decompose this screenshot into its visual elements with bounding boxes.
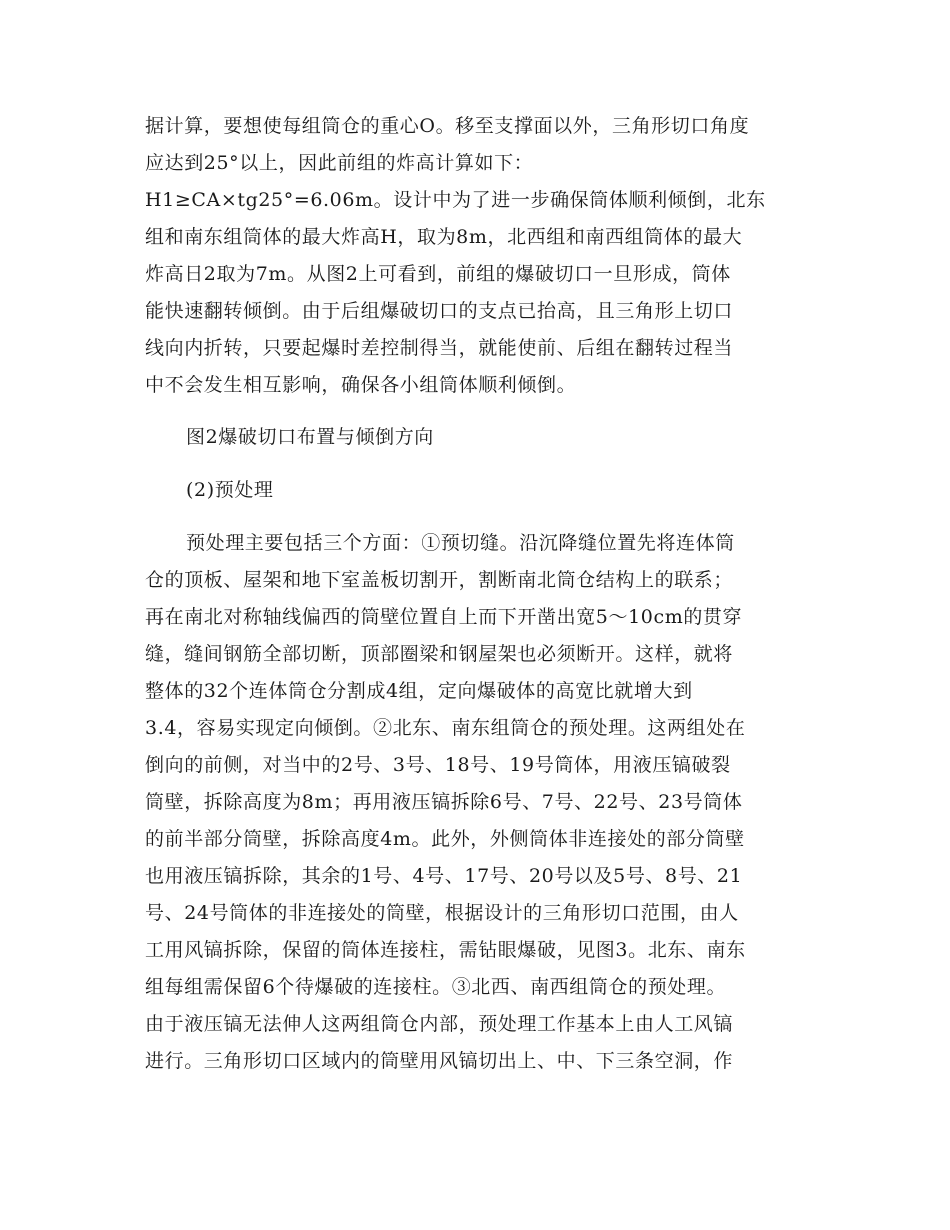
body-text-line: 组和南东组筒体的最大炸高H，取为8m，北西组和南西组筒体的最大 — [145, 226, 743, 248]
body-text-line: 组每组需保留6个待爆破的连接柱。③北西、南西组筒仓的预处理。 — [145, 976, 727, 998]
body-text-line: 仓的顶板、屋架和地下室盖板切割开，割断南北筒仓结构上的联系； — [145, 569, 734, 591]
body-text-line: 3.4，容易实现定向倾倒。②北东、南东组筒仓的预处理。这两组处在 — [145, 717, 746, 739]
body-text-line: 整体的32个连体筒仓分割成4组，定向爆破体的高宽比就增大到 — [145, 680, 693, 702]
body-text-line: 的前半部分筒壁，拆除高度4m。此外，外侧筒体非连接处的部分筒壁 — [145, 828, 745, 850]
body-text-line: 筒壁，拆除高度为8m；再用液压镐拆除6号、7号、22号、23号筒体 — [145, 791, 743, 813]
body-text-line: 再在南北对称轴线偏西的筒壁位置自上而下开凿出宽5～10cm的贯穿 — [145, 606, 743, 628]
body-text-line: 工用风镐拆除，保留的筒体连接柱，需钻眼爆破，见图3。北东、南东 — [145, 939, 746, 961]
body-text-line: 炸高日2取为7m。从图2上可看到，前组的爆破切口一旦形成，筒体 — [145, 263, 731, 285]
body-text-line: 中不会发生相互影响，确保各小组筒体顺利倾倒。 — [145, 374, 577, 396]
body-text-line: 缝，缝间钢筋全部切断，顶部圈梁和钢屋架也必须断开。这样，就将 — [145, 643, 734, 665]
body-text-line: 预处理主要包括三个方面：①预切缝。沿沉降缝位置先将连体筒 — [186, 532, 735, 554]
body-text-line: 由于液压镐无法伸人这两组筒仓内部，预处理工作基本上由人工风镐 — [145, 1013, 734, 1035]
body-text-line: 据计算，要想使每组筒仓的重心O。移至支撑面以外，三角形切口角度 — [145, 115, 750, 137]
body-text-line: 能快速翻转倾倒。由于后组爆破切口的支点已抬高，且三角形上切口 — [145, 300, 734, 322]
body-text-line: 进行。三角形切口区域内的筒壁用风镐切出上、中、下三条空洞，作 — [145, 1050, 734, 1072]
body-text-line: 线向内折转，只要起爆时差控制得当，就能使前、后组在翻转过程当 — [145, 337, 734, 359]
body-text-line: H1≥CA×tg25°=6.06m。设计中为了进一步确保筒体顺利倾倒，北东 — [145, 189, 766, 211]
body-text-line: 倒向的前侧，对当中的2号、3号、18号、19号筒体，用液压镐破裂 — [145, 754, 731, 776]
body-text-line: 应达到25°以上，因此前组的炸高计算如下： — [145, 152, 534, 174]
section-heading: (2)预处理 — [186, 479, 274, 501]
body-text-line: 也用液压镐拆除，其余的1号、4号、17号、20号以及5号、8号、21 — [145, 865, 743, 887]
body-text-line: 号、24号筒体的非连接处的筒壁，根据设计的三角形切口范围，由人 — [145, 902, 739, 924]
figure-caption: 图2爆破切口布置与倾倒方向 — [186, 426, 434, 448]
